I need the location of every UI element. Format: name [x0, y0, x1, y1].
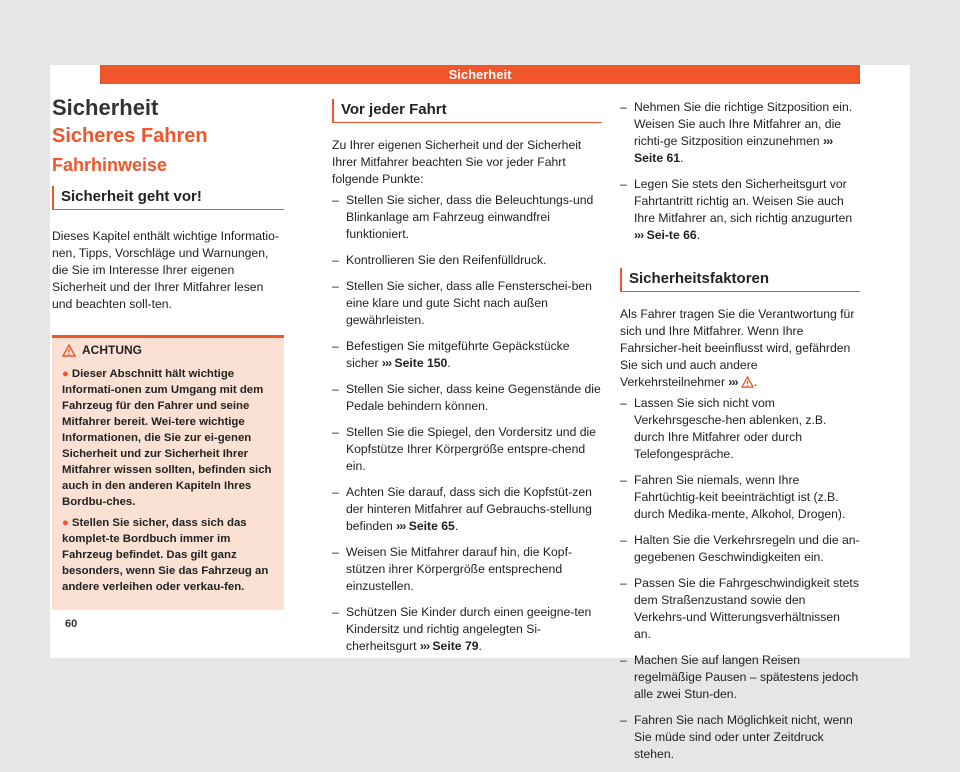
- warning-triangle-icon: [62, 344, 76, 357]
- subsection-title: Fahrhinweise: [52, 155, 168, 175]
- page-number: 60: [65, 618, 78, 630]
- safety-factors-intro: Als Fahrer tragen Sie die Verantwortung für sich und Ihre Mitfahrer. Wenn Ihre Fahrsicher-heit beeinflusst wird, gefährden Sie sich und auch andere Verkehrsteilnehmer ››› .: [620, 307, 855, 389]
- page-reference-link[interactable]: Seite 65: [408, 519, 455, 533]
- reference-arrows: ›››: [381, 356, 392, 370]
- warning-header: [62, 342, 274, 358]
- reference-arrows: ›››: [728, 375, 738, 389]
- list-item: – Stellen Sie sicher, dass keine Gegenstände die Pedale behindern können.: [332, 381, 602, 415]
- section-title: Sicheres Fahren: [52, 125, 208, 147]
- list-item: – Fahren Sie niemals, wenn Ihre Fahrtüchtig-keit beeinträchtigt ist (z.B. durch Medika-mente, Alkohol, Drogen).: [620, 472, 860, 523]
- chapter-title: Sicherheit: [52, 95, 159, 120]
- list-item: – Legen Sie stets den Sicherheitsgurt vor Fahrtantritt richtig an. Weisen Sie auch Ihre Mitfahrer an, sich richtig anzugurten ››› Sei-te 66.: [620, 176, 860, 244]
- warning-box: [52, 335, 284, 610]
- page-reference-link[interactable]: Sei-te 66: [646, 228, 697, 242]
- list-item: – Passen Sie die Fahrgeschwindigkeit stets dem Straßenzustand sowie den Verkehrs-und Witterungsverhältnissen an.: [620, 575, 860, 643]
- reference-arrows: ›››: [396, 519, 406, 533]
- warning-item: ● Stellen Sie sicher, dass sich das komplet-te Bordbuch immer im Fahrzeug befindet. Das gilt ganz besonders, wenn Sie das Fahrzeug an andere verleihen oder verkau-fen.: [62, 517, 269, 593]
- reference-arrows: ›››: [634, 228, 644, 242]
- list-item: – Stellen Sie sicher, dass alle Fensterschei-ben eine klare und gute Sicht nach außen gewährleisten.: [332, 278, 602, 329]
- right-column: [620, 99, 860, 772]
- list-item: – Befestigen Sie mitgeführte Gepäckstücke sicher ››› Seite 150.: [332, 338, 602, 372]
- middle-column: [332, 99, 602, 664]
- list-item: – Halten Sie die Verkehrsregeln und die an-gegebenen Geschwindigkeiten ein.: [620, 532, 860, 566]
- warning-triangle-icon[interactable]: [741, 376, 754, 388]
- reference-arrows: ›››: [419, 639, 430, 653]
- before-trip-heading: Vor jeder Fahrt: [332, 99, 602, 123]
- list-item: – Stellen Sie sicher, dass die Beleuchtungs-und Blinkanlage am Fahrzeug einwandfrei funktioniert.: [332, 192, 602, 243]
- bullet-icon: ●: [62, 368, 69, 380]
- reference-arrows: ›››: [823, 134, 833, 148]
- topic-heading: Sicherheit geht vor!: [52, 186, 284, 210]
- list-item: – Schützen Sie Kinder durch einen geeigne-ten Kindersitz und richtig angelegten Si-cherheitsgurt ››› Seite 79.: [332, 604, 602, 655]
- intro-paragraph: Dieses Kapitel enthält wichtige Informatio-nen, Tipps, Vorschläge und Warnungen, die Sie im Interesse Ihrer eigenen Sicherheit und der Ihrer Mitfahrer lesen und beachten soll-ten.: [52, 229, 279, 311]
- before-trip-list: [332, 192, 602, 655]
- safety-factors-heading: Sicherheitsfaktoren: [620, 268, 860, 292]
- page-reference-link[interactable]: Seite 61: [634, 151, 681, 165]
- list-item: – Fahren Sie nach Möglichkeit nicht, wenn Sie müde sind oder unter Zeitdruck stehen.: [620, 712, 860, 763]
- list-item: – Weisen Sie Mitfahrer darauf hin, die Kopf-stützen ihrer Körpergröße entsprechend einzustellen.: [332, 544, 602, 595]
- list-item: – Kontrollieren Sie den Reifenfülldruck.: [332, 252, 602, 269]
- left-column: [52, 95, 284, 610]
- chapter-header-band: Sicherheit: [100, 65, 860, 84]
- before-trip-intro: Zu Ihrer eigenen Sicherheit und der Sicherheit Ihrer Mitfahrer beachten Sie vor jeder Fahrt folgende Punkte:: [332, 138, 582, 186]
- page-reference-link[interactable]: Seite 79: [432, 639, 479, 653]
- seating-list: [620, 99, 860, 244]
- warning-label: ACHTUNG: [82, 343, 142, 357]
- list-item: – Achten Sie darauf, dass sich die Kopfstüt-zen der hinteren Mitfahrer auf Gebrauchs-stellung befinden ››› Seite 65.: [332, 484, 602, 535]
- list-item: – Machen Sie auf langen Reisen regelmäßige Pausen – spätestens jedoch alle zwei Stun-den.: [620, 652, 860, 703]
- bullet-icon: ●: [62, 517, 69, 529]
- list-item: – Stellen Sie die Spiegel, den Vordersitz und die Kopfstütze Ihrer Körpergröße entspre-chend ein.: [332, 424, 602, 475]
- list-item: – Lassen Sie sich nicht vom Verkehrsgesche-hen ablenken, z.B. durch Ihre Mitfahrer oder durch Telefongespräche.: [620, 395, 860, 463]
- list-item: – Nehmen Sie die richtige Sitzposition ein. Weisen Sie auch Ihre Mitfahrer an, die richti-ge Sitzposition einzunehmen ››› Seite 61.: [620, 99, 860, 167]
- page-reference-link[interactable]: Seite 150: [394, 356, 448, 370]
- warning-item: ● Dieser Abschnitt hält wichtige Informati-onen zum Umgang mit dem Fahrzeug für den Fahrer und seine Mitfahrer bereit. Wei-tere wichtige Informationen, die Sie zur ei-genen Sicherheit und zur Sicherheit Ihrer Mitfahrer wissen sollten, befinden sich auch in den anderen Kapiteln Ihres Bordbu-ches.: [62, 368, 272, 508]
